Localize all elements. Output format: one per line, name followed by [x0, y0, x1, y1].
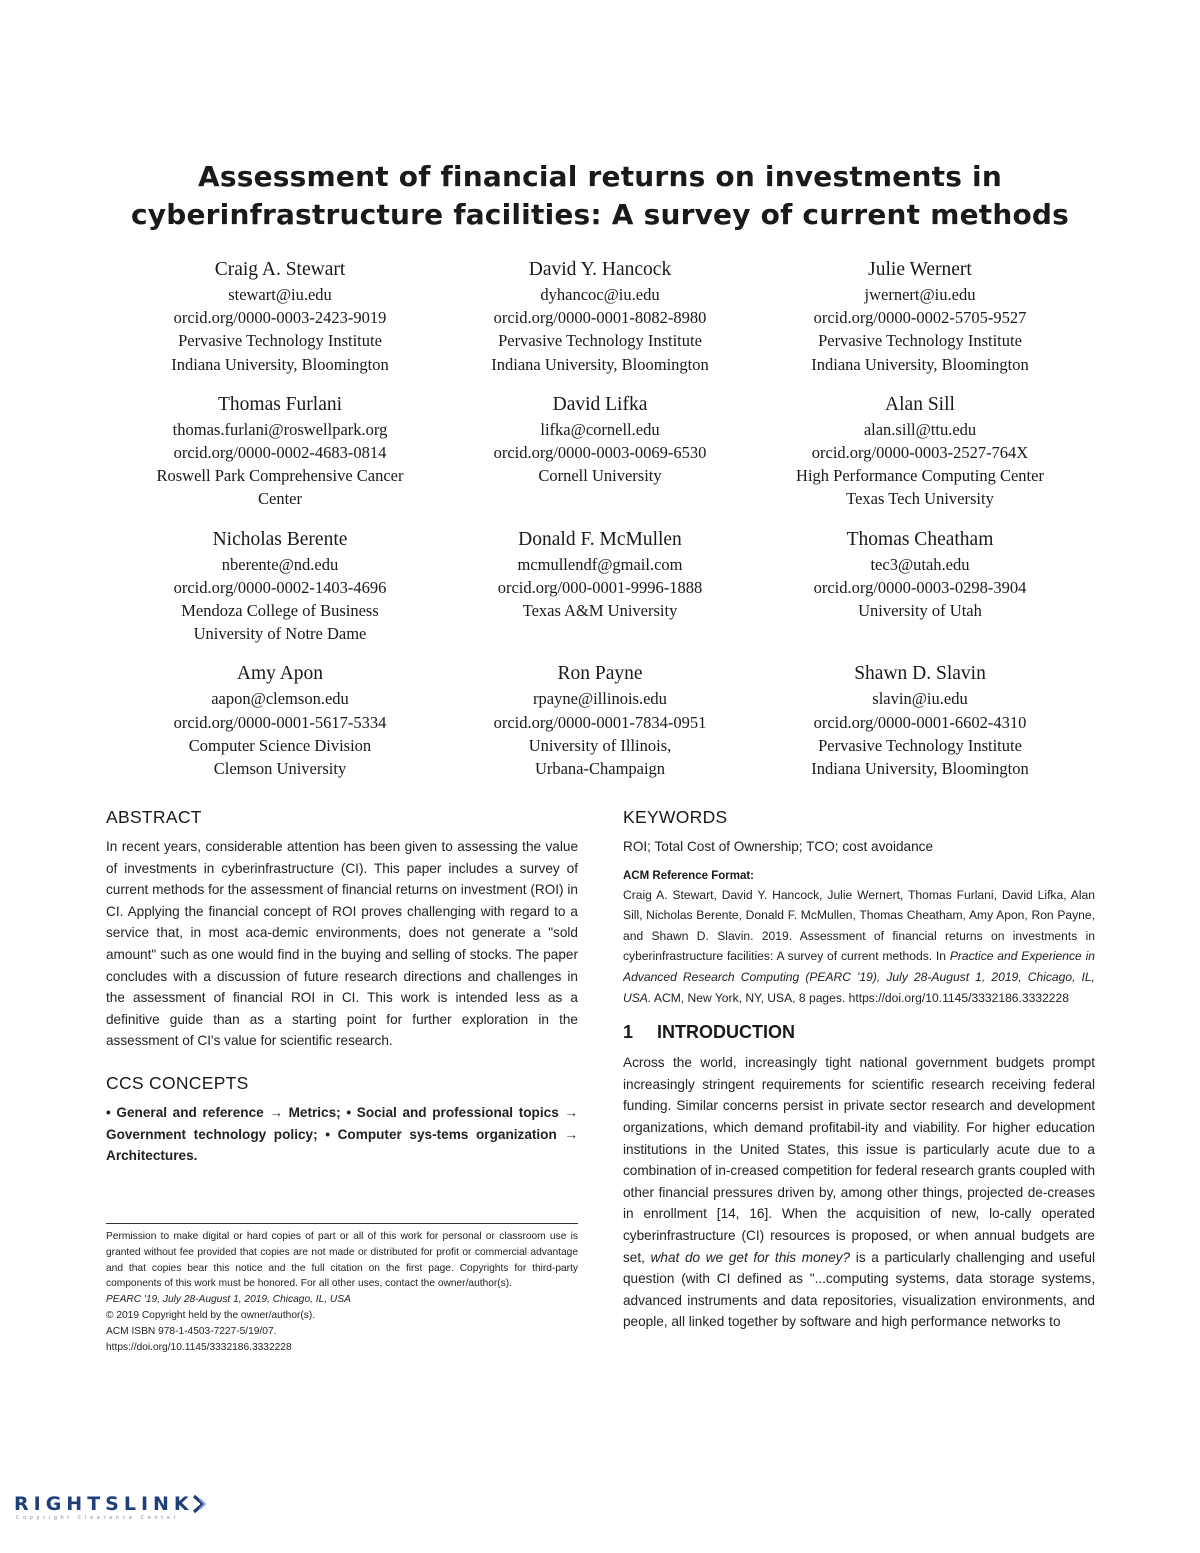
logo-text: RIGHTSLINK [14, 1493, 194, 1515]
author-affiliation-2: Indiana University, Bloomington [811, 354, 1029, 374]
author-affiliation: University of Illinois, [528, 735, 672, 755]
isbn-text: ACM ISBN 978-1-4503-7227-5/19/07. [106, 1326, 277, 1338]
author-name: Donald F. McMullen [518, 528, 682, 550]
author-orcid[interactable]: orcid.org/0000-0002-5705-9527 [813, 308, 1027, 328]
author-orcid[interactable]: orcid.org/0000-0001-6602-4310 [813, 712, 1027, 732]
author-name: Ron Payne [557, 663, 643, 685]
author-email[interactable]: lifka@cornell.edu [540, 419, 660, 439]
acm-reference-part-1: Craig A. Stewart, David Y. Hancock, Julie Wernert, Thomas Furlani, David Lifka, Alan Sill, Nicholas Berente, Donald F. McMullen, Thomas Cheatham, Amy Apon, Ron Payne, and Shawn D. Slavin. 2019. Assessment of financial returns on investments in cyberinfrastructure facilities: A survey of current methods. In [623, 887, 1095, 964]
right-column [623, 806, 1095, 1333]
author-affiliation: Roswell Park Comprehensive Cancer [156, 466, 404, 486]
author-email[interactable]: dyhancoc@iu.edu [540, 285, 660, 304]
author-email[interactable]: slavin@iu.edu [872, 689, 968, 709]
author-block [120, 527, 440, 646]
author-orcid[interactable]: orcid.org/0000-0002-4683-0814 [173, 443, 387, 463]
author-name: David Lifka [552, 393, 648, 415]
intro-text-2: is a particularly challenging and useful question (with CI defined as "...computing systems, data storage systems, advanced instruments and data repositories, visualization environments, and people, all linked together by software and high performance networks to [623, 1249, 1096, 1330]
author-affiliation: High Performance Computing Center [796, 466, 1044, 486]
author-email[interactable]: rpayne@illinois.edu [533, 689, 667, 709]
author-name: Thomas Cheatham [846, 528, 994, 550]
author-name: David Y. Hancock [528, 259, 672, 280]
author-email[interactable]: stewart@iu.edu [228, 285, 332, 304]
section-title: INTRODUCTION [657, 1022, 795, 1043]
author-orcid[interactable]: orcid.org/0000-0003-0298-3904 [813, 577, 1027, 597]
author-affiliation: Pervasive Technology Institute [498, 331, 702, 351]
acm-reference-text [623, 885, 1095, 1009]
author-name: Craig A. Stewart [214, 259, 346, 280]
author-affiliation-2: Center [258, 489, 302, 509]
paper-title [100, 158, 1100, 234]
author-block [760, 257, 1080, 376]
author-name: Amy Apon [236, 663, 324, 685]
author-affiliation-2: Indiana University, Bloomington [171, 354, 389, 374]
acm-reference-part-3: ACM, New York, NY, USA, 8 pages. https://doi.org/10.1145/3332186.3332228 [651, 990, 1069, 1005]
introduction-heading [623, 1022, 1095, 1043]
permission-text: Permission to make digital or hard copies of part or all of this work for personal or classroom use is granted without fee provided that copies are not made or distributed for profit or commercial advantage and that copies bear this notice and the full citation on the first page. Copyrights for third-party components of this work must be honored. For all other uses, contact the owner/author(s). [106, 1230, 578, 1290]
intro-text-italic: what do we get for this money? [650, 1249, 851, 1265]
acm-reference-part-2: Practice and Experience in Advanced Research Computing (PEARC '19), July 28-August 1, 2019, Chicago, IL, USA. [623, 949, 1095, 1005]
author-affiliation-2: Indiana University, Bloomington [811, 759, 1029, 779]
logo-subtext: Copyright Clearance Center [16, 1515, 180, 1521]
venue-text: PEARC '19, July 28-August 1, 2019, Chicago, IL, USA [106, 1294, 351, 1306]
ccs-text: • General and reference → Metrics; • Social and professional topics → Government technology policy; • Computer sys-tems organization → Architectures. [106, 1104, 578, 1164]
keywords-heading: KEYWORDS [623, 807, 728, 827]
author-email[interactable]: nberente@nd.edu [221, 554, 339, 574]
author-affiliation-2: Texas Tech University [846, 489, 994, 509]
author-orcid[interactable]: orcid.org/0000-0001-7834-0951 [493, 712, 707, 732]
author-orcid[interactable]: orcid.org/0000-0003-0069-6530 [493, 443, 707, 463]
author-affiliation: Computer Science Division [188, 735, 372, 755]
section-number: 1 [623, 1022, 634, 1043]
author-block [120, 257, 440, 376]
author-orcid[interactable]: orcid.org/0000-0001-5617-5334 [173, 712, 387, 732]
author-name: Nicholas Berente [212, 528, 348, 550]
author-email[interactable]: tec3@utah.edu [870, 554, 970, 574]
author-email[interactable]: aapon@clemson.edu [211, 689, 349, 709]
author-orcid[interactable]: orcid.org/0000-0003-2423-9019 [173, 308, 387, 328]
author-orcid[interactable]: orcid.org/0000-0002-1403-4696 [173, 577, 387, 597]
author-affiliation: University of Utah [858, 601, 982, 621]
author-affiliation: Cornell University [538, 466, 662, 486]
author-block [760, 392, 1080, 511]
copyright-footnote [106, 1224, 578, 1356]
author-affiliation-2: Clemson University [213, 759, 347, 779]
author-affiliation: Mendoza College of Business [181, 601, 379, 621]
author-block [440, 257, 760, 376]
author-name: Shawn D. Slavin [854, 663, 986, 685]
abstract-text: In recent years, considerable attention has been given to assessing the value of investments in cyberinfrastructure (CI). This paper includes a survey of current methods for the assessment of financial returns on investment (ROI) in CI. Applying the financial concept of ROI proves challenging with regard to a service that, in most aca-demic environments, does not generate a "sold amount" such as one would find in the buying and selling of stocks. The paper concludes with a discussion of future research directions and challenges in the assessment of financial ROI in CI. This work is intended less as a definitive guide than as a starting point for further exploration in the assessment of CI's value for scientific research. [106, 839, 578, 1049]
author-block [440, 392, 760, 511]
author-affiliation: Pervasive Technology Institute [178, 331, 382, 351]
author-name: Thomas Furlani [217, 393, 343, 415]
left-column [106, 806, 578, 1356]
logo-chevron-icon [191, 1494, 209, 1514]
author-orcid[interactable]: orcid.org/000-0001-9996-1888 [497, 577, 703, 597]
author-email[interactable]: alan.sill@ttu.edu [863, 419, 977, 439]
author-block [440, 661, 760, 780]
author-grid [120, 257, 1080, 780]
keywords-text: ROI; Total Cost of Ownership; TCO; cost avoidance [623, 839, 934, 854]
author-name: Julie Wernert [868, 259, 972, 280]
author-block [120, 392, 440, 511]
author-email[interactable]: thomas.furlani@roswellpark.org [172, 419, 388, 439]
author-affiliation-2: Urbana-Champaign [534, 759, 666, 779]
author-orcid[interactable]: orcid.org/0000-0003-2527-764X [811, 443, 1029, 463]
author-block [760, 661, 1080, 780]
intro-text-1: Across the world, increasingly tight national government budgets prompt increasingly stringent requirements for scientific research receiving federal funding. Similar concerns persist in private sector research and development organizations, which demand profitabil-ity and viability. For higher education institutions in the United States, this issue is particularly acute due to a combination of in-creased competition for federal research grants coupled with other financial pressures driven by, among other things, projected de-creases in enrollment [14, 16]. When the acquisition of new, lo-cally operated cyberinfrastructure (CI) resources is proposed, or when annual budgets are set, [623, 1055, 1095, 1265]
author-block [760, 527, 1080, 646]
introduction-text [623, 1052, 1095, 1333]
author-affiliation: Pervasive Technology Institute [818, 331, 1022, 351]
doi-link[interactable]: https://doi.org/10.1145/3332186.3332228 [106, 1342, 292, 1354]
author-block [440, 527, 760, 646]
author-affiliation: Texas A&M University [522, 601, 678, 621]
author-block [120, 661, 440, 780]
author-email[interactable]: jwernert@iu.edu [864, 285, 976, 304]
rightslink-logo [14, 1494, 244, 1528]
author-orcid[interactable]: orcid.org/0000-0001-8082-8980 [493, 308, 707, 328]
title-line-2: cyberinfrastructure facilities: A survey of current methods [130, 198, 1070, 231]
author-affiliation-2: Indiana University, Bloomington [491, 354, 709, 374]
title-line-1: Assessment of financial returns on investments in [198, 160, 1002, 193]
author-affiliation-2: University of Notre Dame [193, 624, 367, 644]
abstract-heading: ABSTRACT [106, 807, 202, 827]
acm-reference-heading: ACM Reference Format: [623, 869, 754, 882]
copyright-text: © 2019 Copyright held by the owner/author(s). [106, 1310, 316, 1322]
author-email[interactable]: mcmullendf@gmail.com [517, 554, 683, 574]
ccs-heading: CCS CONCEPTS [106, 1072, 249, 1093]
author-affiliation: Pervasive Technology Institute [818, 735, 1022, 755]
author-name: Alan Sill [885, 393, 955, 415]
